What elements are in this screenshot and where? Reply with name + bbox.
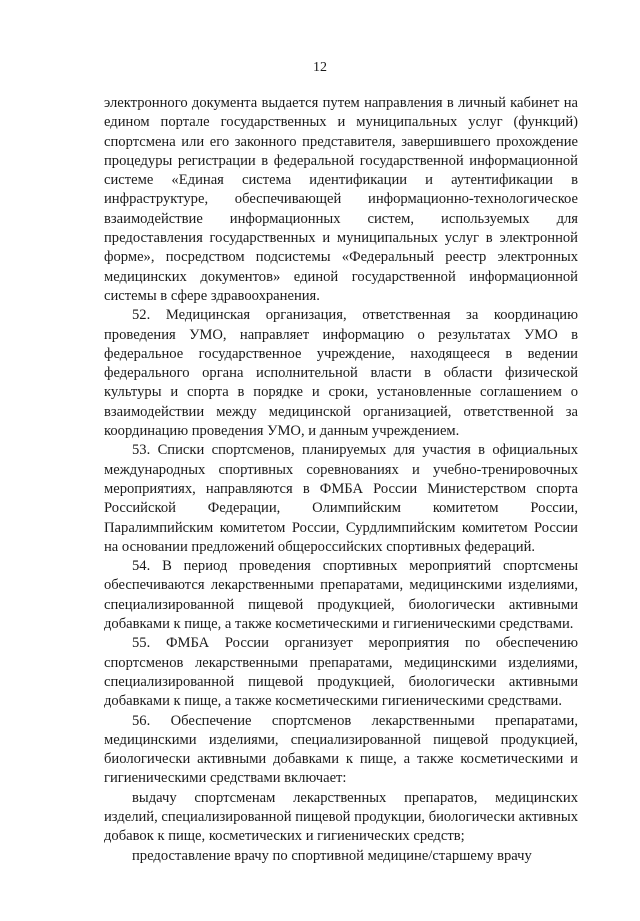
paragraph-52: 52. Медицинская организация, ответственная за координацию проведения УМО, направляет информацию о результатах УМО в федеральное государственное учреждение, находящееся в ведении федерального органа исполнительной власти в области физической культуры и спорта в порядке и сроки, установленные соглашением о взаимодействии между медицинской организацией, ответственной за координацию проведения УМО, и данным учреждением.	[104, 307, 578, 440]
document-body	[104, 94, 578, 866]
paragraph-55: 55. ФМБА России организует мероприятия по обеспечению спортсменов лекарственными препаратами, медицинскими изделиями, специализированной пищевой продукцией, биологически активными добавками к пище, а также косметическими гигиеническими средствами.	[104, 635, 578, 710]
paragraph-56-item-a: выдачу спортсменам лекарственных препаратов, медицинских изделий, специализированной пищевой продукции, биологически активных добавок к пище, косметических и гигиенических средств;	[104, 789, 578, 845]
paragraph-54: 54. В период проведения спортивных мероприятий спортсмены обеспечиваются лекарственными препаратами, медицинскими изделиями, специализированной пищевой продукцией, биологически активными добавками к пище, а также косметическими и гигиеническими средствами.	[104, 558, 578, 633]
page-number: 12	[313, 60, 327, 75]
paragraph-56-item-b: предоставление врачу по спортивной медицине/старшему врачу	[132, 847, 532, 864]
paragraph-continuation: электронного документа выдается путем направления в личный кабинет на едином портале государственных и муниципальных услуг (функций) спортсмена или его законного представителя, завершившего прохождение процедуры регистрации в федеральной государственной информационной системе «Единая система идентификации и аутентификации в инфраструктуре, обеспечивающей информационно-технологическое взаимодействие информационных систем, используемых для предоставления государственных и муниципальных услуг в электронной форме», посредством подсистемы «Федеральный реестр электронных медицинских документов» единой государственной информационной системы в сфере здравоохранения.	[104, 95, 578, 304]
paragraph-56: 56. Обеспечение спортсменов лекарственными препаратами, медицинскими изделиями, специализированной пищевой продукцией, биологически активными добавками к пище, а также косметическими и гигиеническими средствами включает:	[104, 712, 578, 787]
paragraph-53: 53. Списки спортсменов, планируемых для участия в официальных международных спортивных соревнованиях и учебно-тренировочных мероприятиях, направляются в ФМБА России Министерством спорта Российской Федерации, Олимпийским комитетом России, Паралимпийским комитетом России, Сурдлимпийским комитетом России на основании предложений общероссийских спортивных федераций.	[104, 442, 578, 555]
